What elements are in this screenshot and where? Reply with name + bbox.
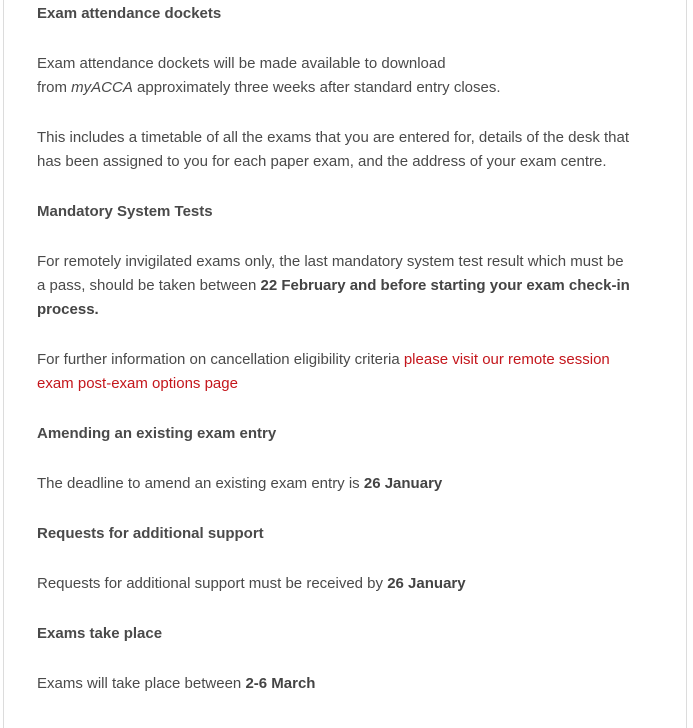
heading-additional-support: Requests for additional support [37,525,264,542]
system-tests-p1-line2-prefix: a pass, should be taken between [37,277,261,294]
system-tests-p2-prefix: For further information on cancellation eligibility criteria [37,351,404,368]
system-tests-paragraph-2 [37,348,677,396]
link-text-line2[interactable]: exam post-exam options page [37,375,238,392]
system-tests-p1-line1: For remotely invigilated exams only, the last mandatory system test result which must be [37,253,624,270]
dockets-p1-line2-suffix: approximately three weeks after standard entry closes. [132,79,501,96]
dockets-p2-line1: This includes a timetable of all the exams that you are entered for, details of the desk that [37,129,630,146]
support-text: Requests for additional support must be received by [37,575,388,592]
system-tests-paragraph-1 [37,250,677,322]
dockets-p2-line2: has been assigned to you for each paper exam, and the address of your exam centre. [37,153,607,170]
dockets-p1-line2-prefix: from [37,79,72,96]
link-text-line1[interactable]: please visit our remote session [403,351,610,368]
dockets-paragraph-1 [37,52,677,100]
amending-text: The deadline to amend an existing exam entry is [37,475,364,492]
content-card [3,0,687,728]
exams-dates: 2-6 March [245,675,316,692]
dockets-p1-line1: Exam attendance dockets will be made available to download [37,55,446,72]
exams-paragraph [37,672,677,696]
support-paragraph [37,572,677,596]
heading-exam-dockets: Exam attendance dockets [37,5,222,22]
dockets-paragraph-2 [37,126,677,174]
system-tests-date-range: 22 February and before starting your exam check-in [260,277,630,294]
system-tests-date-range-end: process. [37,301,99,318]
amending-paragraph [37,472,677,496]
amending-deadline: 26 January [363,475,443,492]
heading-system-tests: Mandatory System Tests [37,203,213,220]
heading-amending-entry: Amending an existing exam entry [37,425,277,442]
heading-exams-take-place: Exams take place [37,625,163,642]
exams-text: Exams will take place between [37,675,246,692]
article-body [37,2,677,696]
support-deadline: 26 January [387,575,466,592]
myacca-text: myACCA [71,79,133,96]
